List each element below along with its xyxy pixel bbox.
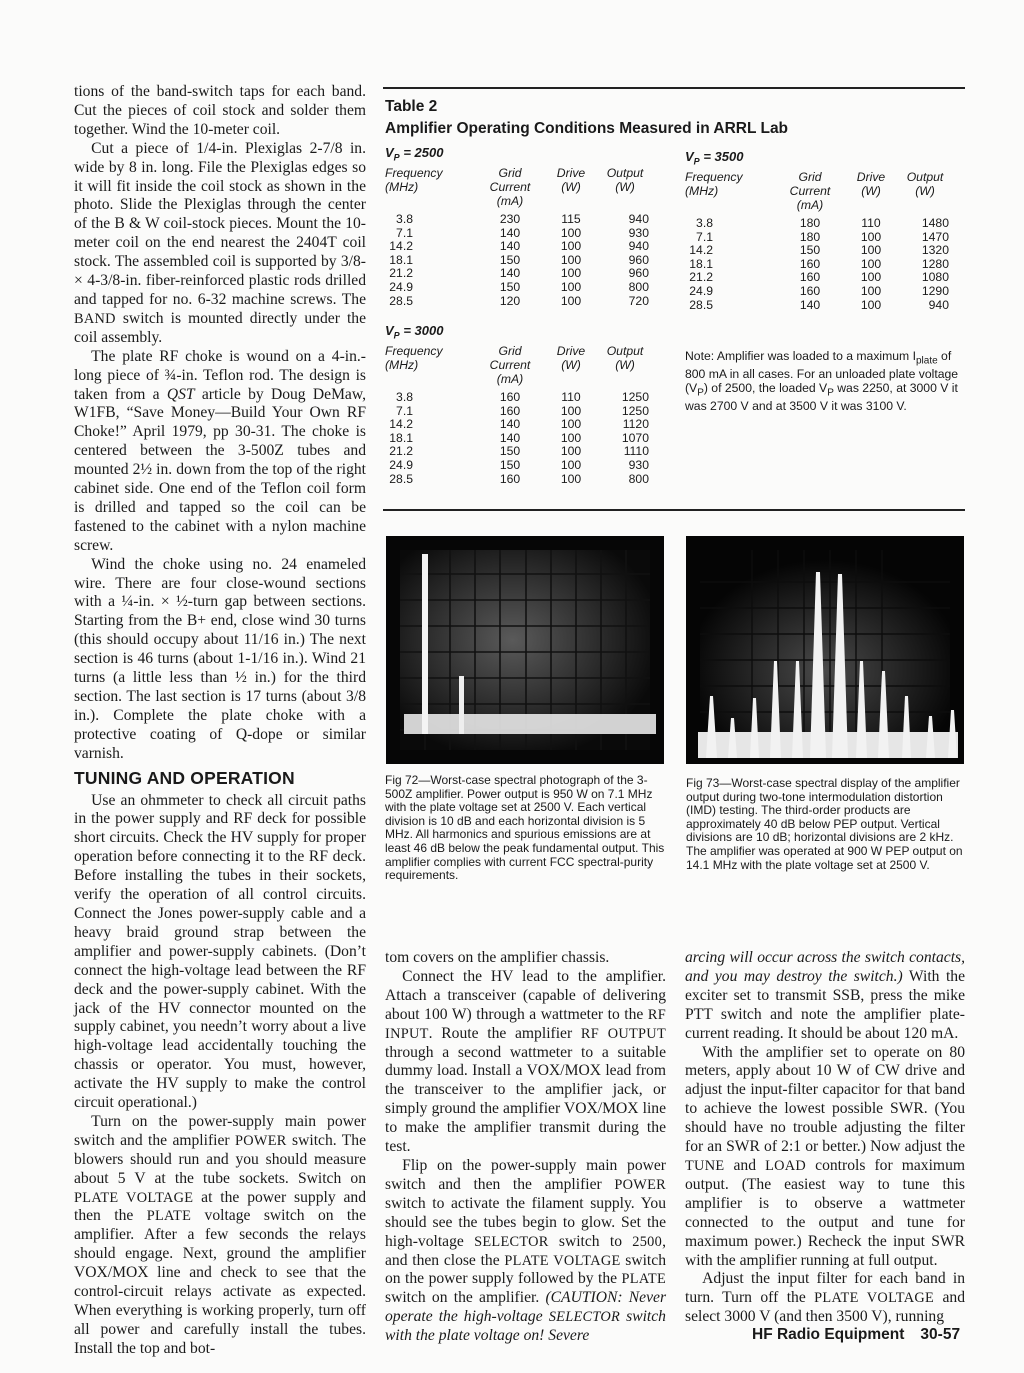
table-cell-output: 1290 — [921, 284, 949, 298]
column-header-output-unit: (W) — [615, 180, 635, 194]
table-cell-drive: 100 — [860, 243, 882, 258]
table-cell-frequency: 24.9 — [389, 458, 413, 472]
column-header-output: Output — [906, 170, 944, 184]
fig73-caption: Fig 73—Worst-case spectral display of the amplifier output during two-tone intermodulation distortion (IMD) testing. The third-order products are approximately 40 dB below PEP output. Vertical divisions are 10 dB; horizontal divisions are 2 kHz. The amplifier was operated at 900 W PEP output on 14.1 MHz with the plate voltage set at 2500 V. — [686, 776, 963, 872]
table-cell-drive: 100 — [860, 256, 882, 271]
fig72-spectrum-photo — [386, 536, 664, 764]
column-header-grid-current: Current — [489, 358, 531, 372]
table-cell-frequency: 3.8 — [696, 216, 713, 230]
table-cell-output: 940 — [628, 239, 649, 254]
table-cell-grid-current: 140 — [799, 297, 821, 312]
table-cell-frequency: 24.9 — [389, 280, 413, 294]
left-column — [74, 83, 366, 1359]
column-header-grid-unit: (mA) — [496, 194, 524, 208]
table-cell-frequency: 28.5 — [689, 297, 713, 312]
table-cell-output: 1320 — [921, 243, 949, 258]
column-header-frequency: Frequency — [385, 344, 443, 358]
paragraph: Flip on the power-supply main power switch and then the amplifier POWER switch to activate the filament supply. You should see the tubes begin to glow. Set the high-voltage SELECTOR switch to 2500, and then close the PLATE VOLTAGE switch on the power supply followed by the PLATE switch on the amplifier. (CAUTION: Never operate the high-voltage SELECTOR switch with the plate voltage on! Severe — [385, 1156, 667, 1345]
table-cell-grid-current: 180 — [799, 229, 821, 244]
table-cell-grid-current: 160 — [499, 403, 521, 418]
table-cell-output: 1080 — [921, 270, 949, 285]
column-header-frequency-unit: (MHz) — [385, 358, 419, 372]
table-cell-output: 1070 — [621, 430, 649, 445]
table-cell-drive: 100 — [560, 403, 582, 418]
column-header-frequency-unit: (MHz) — [685, 184, 719, 198]
fig73-imd-photo — [686, 536, 964, 764]
column-header-grid-unit: (mA) — [796, 198, 824, 212]
column-header-output: Output — [606, 166, 644, 180]
column-header-grid: Grid — [498, 166, 522, 180]
table-cell-grid-current: 160 — [799, 256, 821, 271]
table-cell-output: 800 — [628, 280, 649, 294]
vp-3500-label: $V_P = 3500$ — [685, 149, 744, 167]
table-cell-drive: 100 — [560, 471, 582, 486]
table-cell-output: 960 — [628, 266, 649, 281]
table-cell-output: 1110 — [623, 444, 649, 459]
table-cell-drive: 100 — [560, 266, 582, 281]
table-cell-drive: 100 — [560, 252, 582, 267]
table-cell-grid-current: 160 — [499, 390, 521, 404]
paragraph: tions of the band-switch taps for each band. Cut the pieces of coil stock and solder them together. Wind the 10-meter coil. — [74, 83, 366, 138]
table-cell-grid-current: 180 — [799, 216, 821, 230]
table-cell-drive: 100 — [560, 444, 582, 459]
column-header-frequency: Frequency — [685, 170, 743, 184]
vp-2500-label: $V_P = 2500$ — [385, 145, 444, 163]
table-cell-frequency: 18.1 — [389, 430, 413, 445]
table-cell-grid-current: 140 — [499, 266, 521, 281]
column-header-output-unit: (W) — [915, 184, 935, 198]
section-heading: TUNING AND OPERATION — [74, 767, 295, 788]
table-cell-output: 930 — [628, 225, 649, 240]
paragraph: Use an ohmmeter to check all circuit paths in the power supply and RF deck for possible short circuits. Check the HV supply for proper operation before connecting it to the RF deck. Before installing the tubes in their sockets, verify the operation of all control circuits. Connect the Jones power-supply cable and a heavy braid ground strap between the amplifier and power-supply cabinets. (Don’t connect the high-voltage lead between the RF deck and the power-supply cabinet. With the jack of the HV connector mounted on the supply cabinet, you needn’t worry about a live high-voltage lead accidentally touching the chassis or operator. You must, however, activate the HV supply to make the control circuit operational.) — [74, 791, 366, 1112]
paragraph: arcing will occur across the switch contacts, and you may destroy the switch.) With the exciter set to transmit SSB, press the mike PTT switch and note the amplifier plate-current reading. It should be about 120 mA. — [685, 949, 966, 1042]
vp-3000-label: $V_P = 3000$ — [385, 323, 444, 341]
table-note: Note: Amplifier was loaded to a maximum $I_{plate}$ of 800 mA in all cases. For an unloaded plate voltage $(V_P)$ of 2500, the loaded $V_P$ was 2250, at 3000 V it was 2700 V and at 3500 V it was 3100 V. — [685, 349, 959, 413]
paragraph: tom covers on the amplifier chassis. — [385, 949, 610, 966]
table-cell-grid-current: 150 — [499, 458, 521, 472]
table-cell-grid-current: 120 — [499, 293, 521, 308]
table-top-rule — [383, 87, 965, 89]
table-cell-grid-current: 160 — [799, 284, 821, 298]
table-cell-output: 940 — [928, 297, 949, 312]
table-cell-grid-current: 140 — [499, 239, 521, 254]
table-cell-frequency: 28.5 — [389, 471, 413, 486]
column-header-output-unit: (W) — [615, 358, 635, 372]
middle-column — [385, 949, 666, 1346]
column-header-grid-unit: (mA) — [496, 372, 524, 386]
table-cell-drive: 100 — [860, 229, 882, 244]
table-cell-output: 940 — [628, 212, 649, 226]
column-header-frequency-unit: (MHz) — [385, 180, 419, 194]
paragraph: The plate RF choke is wound on a 4-in.-long piece of ¾-in. Teflon rod. The design is taken from a QST article by Doug DeMaw, W1FB, “Save Money—Build Your Own RF Choke!” April 1979, pp 30-31. The choke is centered between the 3-500Z tubes and mounted 2½ in. down from the top of the right cabinet side. One end of the Teflon coil form is drilled and tapped so the coil can be fastened to the cabinet with a nylon machine screw. — [74, 347, 366, 554]
table-cell-output: 720 — [628, 293, 649, 308]
table-cell-frequency: 7.1 — [396, 225, 413, 240]
table-cell-drive: 110 — [861, 216, 881, 230]
table-cell-grid-current: 150 — [799, 243, 821, 258]
table-cell-frequency: 7.1 — [396, 403, 413, 418]
table-cell-drive: 110 — [561, 390, 581, 404]
table-cell-output: 1480 — [921, 216, 949, 230]
table-cell-drive: 100 — [560, 239, 582, 254]
page-number: 30-57 — [920, 1326, 961, 1343]
column-header-drive: Drive — [556, 344, 586, 358]
table-cell-drive: 100 — [560, 417, 582, 432]
table-cell-output: 1280 — [921, 256, 949, 271]
table-label: Table 2 — [385, 98, 438, 115]
table-cell-grid-current: 150 — [499, 444, 521, 459]
table-cell-frequency: 28.5 — [389, 293, 413, 308]
table-cell-frequency: 3.8 — [396, 390, 413, 404]
table-title: Amplifier Operating Conditions Measured in ARRL Lab — [385, 120, 789, 137]
table-cell-grid-current: 150 — [499, 252, 521, 267]
paragraph: Turn on the power-supply main power switch and the amplifier POWER switch. The blowers should run and you should measure about 5 V at the tube sockets. Switch on PLATE VOLTAGE at the power supply and then the PLATE voltage switch on the amplifier. After a few seconds the relays should engage. Next, ground the amplifier VOX/MOX line and check to see that the control-circuit relays activate as expected. When everything is working properly, turn off all power and carefully install the tubes. Install the top and bot- — [74, 1112, 366, 1357]
table-cell-drive: 115 — [561, 212, 581, 226]
column-header-output: Output — [606, 344, 644, 358]
table-cell-drive: 100 — [860, 284, 882, 298]
table-cell-grid-current: 230 — [499, 212, 521, 226]
table-cell-grid-current: 160 — [799, 270, 821, 285]
column-header-drive: Drive — [556, 166, 586, 180]
paragraph: Wind the choke using no. 24 enameled wire. There are four close-wound sections with a ¼-in. × ½-turn gap between sections. Starting from the B+ end, close wind 30 turns (this should occupy about 11/16 in.) The next section is 46 turns (about 1-1/16 in.). Wind 21 turns (a little less than ½ in.) for the third section. The last section is 17 turns (about 3/8 in.). Complete the plate choke with a protective coating of Q-dope or similar varnish. — [74, 555, 366, 762]
table-cell-grid-current: 150 — [499, 280, 521, 294]
table-cell-drive: 100 — [560, 430, 582, 445]
table-cell-output: 1470 — [921, 229, 949, 244]
paragraph: With the amplifier set to operate on 80 meters, apply about 10 W of CW drive and adjust the input-filter capacitor for that band to achieve the lowest possible SWR. (You should have no trouble adjusting the filter for an SWR of 2:1 or better.) Now adjust the TUNE and LOAD controls for maximum output. (The easiest way to tune this amplifier is to observe a wattmeter connected to the output and tune for maximum power.) Recheck the input SWR with the amplifier running at full output. — [685, 1043, 965, 1269]
table-cell-frequency: 14.2 — [389, 417, 413, 432]
paragraph: Cut a piece of 1/4-in. Plexiglas 2-7/8 in. wide by 8 in. long. File the Plexiglas edges so it will fit inside the coil stock as shown in the photo. Slide the Plexiglas through the center of the B & W coil-stock pieces. Mount the 10-meter coil on the end nearest the 2404T coil stock. The assembled coil is supported by 3/8- × 4-3/8-in. fiber-reinforced plastic rods drilled and tapped for no. 6-32 machine screws. The BAND switch is mounted directly under the coil assembly. — [74, 139, 366, 346]
paragraph: Adjust the input filter for each band in turn. Turn off the PLATE VOLTAGE and select 3000 V (and then 3500 V), running — [685, 1270, 965, 1326]
column-header-grid-current: Current — [789, 184, 831, 198]
table-cell-output: 1120 — [622, 417, 649, 432]
table-cell-output: 1250 — [621, 403, 649, 418]
table-bottom-rule — [383, 509, 965, 511]
table-cell-frequency: 18.1 — [389, 252, 413, 267]
table-cell-drive: 100 — [560, 225, 582, 240]
fig72-caption: Fig 72—Worst-case spectral photograph of the 3-500Z amplifier. Power output is 950 W on 7.1 MHz with the plate voltage set at 2500 V. Each vertical division is 10 dB and each horizontal division is 5 MHz. All harmonics and spurious emissions are at least 46 dB below the peak fundamental output. This amplifier complies with current FCC spectral-purity requirements. — [385, 773, 665, 883]
column-header-frequency: Frequency — [385, 166, 443, 180]
column-header-drive-unit: (W) — [561, 180, 581, 194]
table-cell-drive: 100 — [560, 458, 582, 472]
column-header-drive-unit: (W) — [561, 358, 581, 372]
table-cell-frequency: 18.1 — [689, 256, 713, 271]
table-cell-grid-current: 140 — [499, 430, 521, 445]
column-header-grid-current: Current — [489, 180, 531, 194]
column-header-drive: Drive — [856, 170, 886, 184]
table-cell-frequency: 21.2 — [689, 270, 713, 285]
table-cell-grid-current: 140 — [499, 225, 521, 240]
table-cell-frequency: 14.2 — [689, 243, 713, 258]
table-cell-output: 930 — [628, 458, 649, 472]
column-header-grid: Grid — [798, 170, 822, 184]
spectrum-trace-icon — [386, 536, 664, 764]
table-cell-frequency: 21.2 — [389, 444, 413, 459]
right-column — [685, 949, 965, 1327]
table-cell-frequency: 24.9 — [689, 284, 713, 298]
table-cell-output: 960 — [628, 252, 649, 267]
table-cell-drive: 100 — [860, 270, 882, 285]
table-cell-output: 1250 — [621, 390, 649, 404]
footer-section-title: HF Radio Equipment — [752, 1326, 905, 1343]
column-header-drive-unit: (W) — [861, 184, 881, 198]
table-cell-drive: 100 — [560, 293, 582, 308]
page-footer — [752, 1326, 960, 1344]
paragraph: Connect the HV lead to the amplifier. Attach a transceiver (capable of delivering about 100 W) through a wattmeter to the RF INPUT. Route the amplifier RF OUTPUT through a second wattmeter to a suitable dummy load. Install a VOX/MOX lead from the transceiver to the amplifier jack, or simply ground the amplifier VOX/MOX line to make the amplifier transmit during the test. — [385, 967, 666, 1156]
table-cell-frequency: 21.2 — [389, 266, 413, 281]
table-cell-drive: 100 — [560, 280, 582, 294]
table-cell-grid-current: 140 — [499, 417, 521, 432]
table-cell-grid-current: 160 — [499, 471, 521, 486]
table-cell-frequency: 14.2 — [389, 239, 413, 254]
table-cell-output: 800 — [628, 471, 649, 486]
imd-trace-icon — [686, 536, 964, 764]
table-cell-frequency: 7.1 — [696, 229, 713, 244]
column-header-grid: Grid — [498, 344, 522, 358]
table-cell-frequency: 3.8 — [396, 212, 413, 226]
table-cell-drive: 100 — [860, 297, 882, 312]
